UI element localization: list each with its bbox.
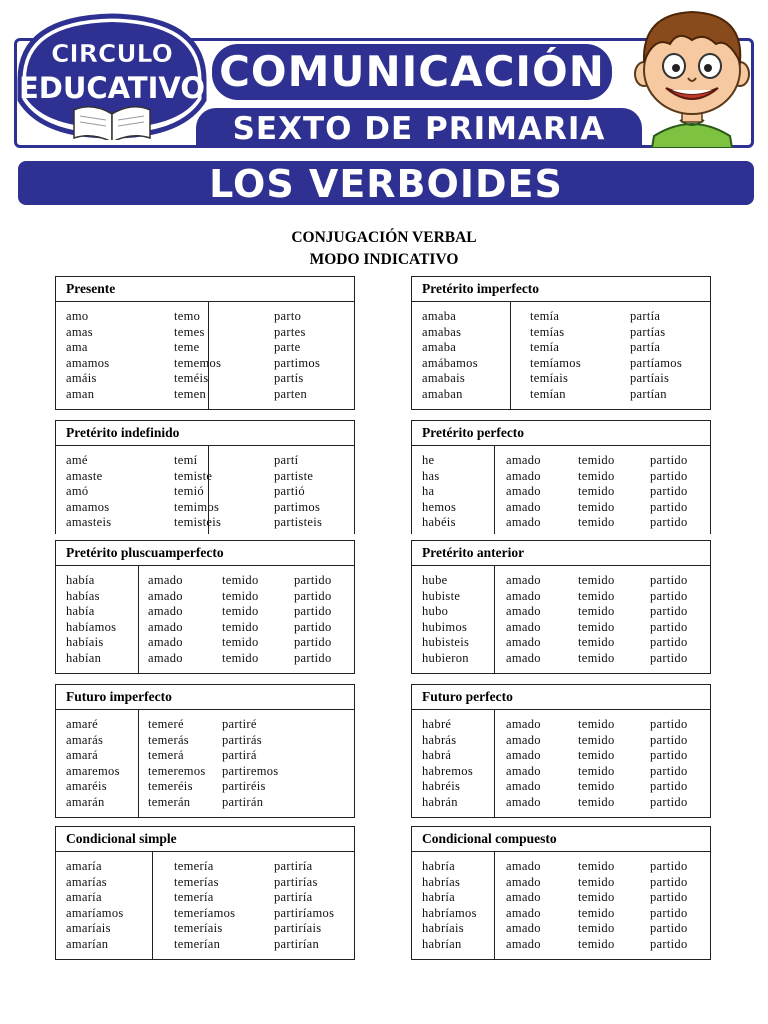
conjugation-form: habríamos	[422, 905, 477, 920]
conjugation-column	[578, 859, 615, 952]
conjugation-form: ha	[422, 484, 435, 498]
conjugation-form: temerían	[174, 936, 221, 951]
conjugation-form: partiremos	[222, 763, 279, 778]
conjugation-form: temes	[174, 324, 205, 339]
conjugation-form: amaríamos	[66, 905, 124, 920]
conjugation-form: habíais	[66, 635, 104, 649]
conjugation-form: temo	[174, 309, 201, 323]
conjugation-column	[650, 453, 688, 531]
conjugation-form: partes	[274, 324, 306, 339]
conjugation-form: amado	[506, 484, 541, 498]
conjugation-form: partía	[630, 309, 661, 323]
tense-table-futuro-perfecto	[411, 684, 711, 818]
tense-table-condicional-compuesto	[411, 826, 711, 960]
conjugation-form: partido	[650, 468, 688, 483]
conjugation-column	[506, 573, 541, 666]
conjugation-form: hubisteis	[422, 635, 470, 649]
conjugation-form: amado	[506, 453, 541, 467]
conjugation-form: has	[422, 468, 440, 483]
conjugation-form: amado	[506, 936, 541, 951]
conjugation-form: partido	[650, 921, 688, 935]
conjugation-form: amado	[148, 635, 183, 649]
conjugation-form: partido	[294, 635, 332, 649]
conjugation-form: amarías	[66, 874, 107, 889]
conjugation-column	[422, 859, 477, 952]
circulo-educativo-logo	[12, 10, 212, 140]
conjugation-column	[650, 859, 688, 952]
conjugation-form: amado	[148, 588, 183, 603]
conjugation-form: temerá	[148, 748, 184, 762]
tense-table-preterito-pluscuamperfecto	[55, 540, 355, 674]
conjugation-form: hubo	[422, 604, 449, 618]
conjugation-form: amado	[148, 619, 183, 634]
conjugation-column	[530, 309, 581, 402]
conjugation-form: temería	[174, 890, 214, 904]
conjugation-form: temido	[578, 921, 615, 935]
conjugation-form: partido	[294, 650, 332, 665]
conjugation-form: partisteis	[274, 515, 323, 529]
conjugation-form: temido	[578, 499, 615, 514]
conjugation-form: partido	[650, 573, 688, 587]
conjugation-form: partido	[650, 732, 688, 747]
conjugation-form: amado	[506, 859, 541, 873]
conjugation-form: amaré	[66, 717, 99, 731]
conjugation-column	[66, 717, 120, 810]
conjugation-form: temido	[578, 573, 615, 587]
conjugation-form: habíamos	[66, 619, 117, 634]
conjugation-form: temido	[578, 588, 615, 603]
tense-title: Pretérito perfecto	[412, 421, 710, 446]
conjugation-form: amaste	[66, 468, 103, 483]
conjugation-form: amado	[506, 874, 541, 889]
conjugation-form: partís	[274, 371, 304, 385]
column-divider	[510, 302, 511, 409]
conjugation-form: hubieron	[422, 650, 469, 665]
conjugation-form: temías	[530, 324, 565, 339]
conjugation-form: amaréis	[66, 779, 107, 793]
conjugation-form: temido	[578, 890, 615, 904]
tense-table-preterito-anterior	[411, 540, 711, 674]
conjugation-column	[578, 573, 615, 666]
conjugation-column	[294, 573, 332, 666]
conjugation-form: temido	[222, 588, 259, 603]
conjugation-form: amado	[506, 499, 541, 514]
conjugation-column	[274, 859, 334, 952]
conjugation-form: temido	[222, 619, 259, 634]
conjugation-form: había	[66, 604, 95, 618]
conjugation-column	[630, 309, 682, 402]
conjugation-form: partiría	[274, 859, 313, 873]
conjugation-form: amado	[506, 763, 541, 778]
conjugation-form: partido	[650, 890, 688, 904]
conjugation-form: partí	[274, 453, 299, 467]
conjugation-column	[578, 717, 615, 810]
conjugation-form: temíais	[530, 371, 569, 385]
conjugation-form: amarás	[66, 732, 104, 747]
conjugation-form: partiste	[274, 468, 314, 483]
tense-table-preterito-imperfecto	[411, 276, 711, 410]
tense-title: Pretérito anterior	[412, 541, 710, 566]
conjugation-form: habrás	[422, 732, 457, 747]
conjugation-form: partido	[650, 905, 688, 920]
conjugation-form: aman	[66, 386, 95, 401]
conjugation-column	[174, 453, 221, 531]
conjugation-form: amado	[506, 468, 541, 483]
conjugation-column	[148, 717, 206, 810]
conjugation-form: amado	[506, 650, 541, 665]
conjugation-column	[174, 309, 221, 402]
conjugation-form: temido	[578, 874, 615, 889]
conjugation-form: amo	[66, 309, 89, 323]
conjugation-form: amado	[506, 779, 541, 793]
conjugation-form: amabais	[422, 371, 466, 385]
conjugation-form: amado	[148, 650, 183, 665]
conjugation-form: amaríais	[66, 921, 111, 935]
conjugation-form: amas	[66, 324, 93, 339]
conjugation-form: temerán	[148, 794, 191, 809]
conjugation-form: partíamos	[630, 355, 682, 370]
conjugation-form: temiste	[174, 468, 213, 483]
conjugation-column	[650, 717, 688, 810]
tense-table-preterito-perfecto	[411, 420, 711, 534]
conjugation-form: amado	[506, 635, 541, 649]
conjugation-form: temido	[578, 779, 615, 793]
conjugation-form: temerás	[148, 732, 189, 747]
conjugation-column	[66, 859, 124, 952]
conjugation-form: temido	[222, 650, 259, 665]
conjugation-form: amaría	[66, 859, 102, 873]
conjugation-column	[422, 309, 478, 402]
conjugation-column	[422, 717, 473, 810]
conjugation-column	[422, 573, 469, 666]
conjugation-form: amaban	[422, 386, 463, 401]
conjugation-form: partirás	[222, 732, 262, 747]
conjugation-form: partido	[650, 515, 688, 529]
conjugation-form: amado	[148, 604, 183, 618]
conjugation-form: partido	[650, 763, 688, 778]
conjugation-form: partido	[650, 453, 688, 467]
conjugation-form: amarían	[66, 936, 109, 951]
tense-title: Pretérito pluscuamperfecto	[56, 541, 354, 566]
grade-banner: SEXTO DE PRIMARIA	[196, 108, 642, 148]
conjugation-form: temió	[174, 484, 204, 498]
conjugation-form: temido	[222, 573, 259, 587]
column-divider	[138, 710, 139, 817]
conjugation-form: partido	[650, 779, 688, 793]
conjugation-form: partido	[650, 499, 688, 514]
conjugation-column	[506, 717, 541, 810]
conjugation-form: temido	[222, 635, 259, 649]
conjugation-form: amaría	[66, 890, 102, 904]
conjugation-form: tememos	[174, 355, 222, 370]
conjugation-form: hubiste	[422, 588, 461, 603]
conjugation-form: temido	[578, 905, 615, 920]
conjugation-column	[274, 453, 322, 531]
conjugation-column	[66, 309, 109, 402]
conjugation-form: habéis	[422, 515, 456, 529]
conjugation-form: partirá	[222, 748, 257, 762]
conjugation-form: partió	[274, 484, 305, 498]
conjugation-form: partiré	[222, 717, 257, 731]
conjugation-form: habrían	[422, 936, 462, 951]
column-divider	[494, 852, 495, 959]
conjugation-form: partido	[650, 859, 688, 873]
conjugation-form: temido	[578, 604, 615, 618]
conjugation-form: temería	[174, 859, 214, 873]
tense-title: Presente	[56, 277, 354, 302]
conjugation-form: partirías	[274, 874, 318, 889]
conjugation-form: temido	[578, 635, 615, 649]
conjugation-form: amado	[506, 921, 541, 935]
conjugation-form: partido	[650, 484, 688, 498]
conjugation-form: partido	[294, 604, 332, 618]
conjugation-form: habremos	[422, 763, 473, 778]
conjugation-form: temían	[530, 386, 566, 401]
conjugation-form: amábamos	[422, 355, 478, 370]
svg-text:EDUCATIVO: EDUCATIVO	[18, 71, 206, 105]
conjugation-form: partimos	[274, 499, 321, 514]
tense-title: Futuro perfecto	[412, 685, 710, 710]
conjugation-form: habrá	[422, 748, 452, 762]
conjugation-form: partías	[630, 324, 666, 339]
conjugation-form: amaba	[422, 340, 457, 354]
conjugation-form: partía	[630, 340, 661, 354]
conjugation-form: amamos	[66, 499, 110, 514]
conjugation-form: amabas	[422, 324, 462, 339]
tense-title: Pretérito imperfecto	[412, 277, 710, 302]
conjugation-form: teme	[174, 340, 200, 354]
conjugation-form: partido	[650, 619, 688, 634]
conjugation-form: parte	[274, 340, 301, 354]
conjugation-form: temisteis	[174, 515, 222, 529]
conjugation-form: temen	[174, 386, 207, 401]
conjugation-column	[422, 453, 456, 531]
column-divider	[152, 852, 153, 959]
conjugation-form: amado	[506, 732, 541, 747]
conjugation-form: habréis	[422, 779, 461, 793]
section-heading-conjugacion: CONJUGACIÓN VERBAL	[291, 229, 477, 246]
conjugation-column	[174, 859, 235, 952]
conjugation-form: temeremos	[148, 763, 206, 778]
tense-table-futuro-imperfecto	[55, 684, 355, 818]
column-divider	[494, 446, 495, 534]
conjugation-form: temido	[222, 604, 259, 618]
conjugation-form: temido	[578, 717, 615, 731]
conjugation-form: amáis	[66, 371, 97, 385]
conjugation-form: habríais	[422, 921, 464, 935]
subject-banner: COMUNICACIÓN	[212, 44, 612, 100]
conjugation-form: habré	[422, 717, 452, 731]
conjugation-form: temido	[578, 748, 615, 762]
conjugation-form: temeríais	[174, 921, 223, 935]
conjugation-form: temido	[578, 453, 615, 467]
conjugation-form: amó	[66, 484, 89, 498]
conjugation-form: partido	[650, 936, 688, 951]
conjugation-form: parten	[274, 386, 308, 401]
tense-title: Futuro imperfecto	[56, 685, 354, 710]
conjugation-form: partiríamos	[274, 905, 335, 920]
conjugation-column	[578, 453, 615, 531]
conjugation-form: amasteis	[66, 515, 112, 529]
conjugation-form: temido	[578, 859, 615, 873]
conjugation-column	[148, 573, 183, 666]
conjugation-form: amarán	[66, 794, 105, 809]
conjugation-form: temíamos	[530, 355, 582, 370]
conjugation-form: amado	[506, 515, 541, 529]
conjugation-form: partido	[650, 717, 688, 731]
conjugation-form: habían	[66, 650, 102, 665]
conjugation-column	[650, 573, 688, 666]
conjugation-form: amado	[506, 717, 541, 731]
conjugation-column	[506, 453, 541, 531]
conjugation-form: partido	[650, 650, 688, 665]
conjugation-form: partíais	[630, 371, 670, 385]
conjugation-form: habrías	[422, 874, 461, 889]
conjugation-form: temido	[578, 936, 615, 951]
conjugation-form: amamos	[66, 355, 110, 370]
conjugation-column	[222, 717, 278, 810]
tense-title: Condicional compuesto	[412, 827, 710, 852]
conjugation-form: teméis	[174, 371, 209, 385]
conjugation-column	[66, 573, 116, 666]
conjugation-form: partido	[650, 604, 688, 618]
conjugation-form: partido	[650, 874, 688, 889]
conjugation-form: temimos	[174, 499, 220, 514]
conjugation-form: partido	[294, 588, 332, 603]
conjugation-form: habrán	[422, 794, 458, 809]
conjugation-form: partido	[650, 748, 688, 762]
svg-text:CIRCULO: CIRCULO	[51, 39, 173, 68]
conjugation-form: temeréis	[148, 779, 193, 793]
conjugation-form: temerías	[174, 874, 219, 889]
conjugation-form: temido	[578, 794, 615, 809]
conjugation-form: partiréis	[222, 779, 266, 793]
conjugation-form: partirían	[274, 936, 320, 951]
conjugation-form: amado	[506, 890, 541, 904]
conjugation-form: temí	[174, 453, 198, 467]
tense-table-preterito-indefinido	[55, 420, 355, 534]
conjugation-column	[222, 573, 259, 666]
conjugation-form: hube	[422, 573, 448, 587]
conjugation-form: parto	[274, 309, 302, 323]
conjugation-form: temía	[530, 309, 560, 323]
conjugation-form: partimos	[274, 355, 321, 370]
conjugation-form: temido	[578, 619, 615, 634]
conjugation-form: amado	[506, 604, 541, 618]
header-banner	[0, 0, 768, 150]
conjugation-column	[506, 859, 541, 952]
conjugation-form: amado	[148, 573, 183, 587]
conjugation-form: partido	[294, 573, 332, 587]
conjugation-column	[66, 453, 111, 531]
conjugation-form: temido	[578, 650, 615, 665]
conjugation-form: hubimos	[422, 619, 468, 634]
conjugation-form: había	[66, 573, 95, 587]
conjugation-form: partiríais	[274, 921, 322, 935]
conjugation-form: temeré	[148, 717, 184, 731]
page-title: LOS VERBOIDES	[18, 161, 754, 205]
tense-title: Condicional simple	[56, 827, 354, 852]
conjugation-form: temeríamos	[174, 905, 236, 920]
conjugation-form: amado	[506, 573, 541, 587]
conjugation-form: amado	[506, 748, 541, 762]
conjugation-form: partirán	[222, 794, 264, 809]
conjugation-form: amaremos	[66, 763, 120, 778]
conjugation-form: amará	[66, 748, 99, 762]
column-divider	[494, 710, 495, 817]
column-divider	[494, 566, 495, 673]
column-divider	[138, 566, 139, 673]
conjugation-form: habría	[422, 859, 456, 873]
conjugation-form: amado	[506, 794, 541, 809]
conjugation-form: amé	[66, 453, 88, 467]
section-heading-modo: MODO INDICATIVO	[309, 251, 459, 268]
boy-mascot-illustration	[632, 4, 752, 148]
conjugation-form: temido	[578, 484, 615, 498]
conjugation-form: partían	[630, 386, 667, 401]
conjugation-form: partiría	[274, 890, 313, 904]
conjugation-form: he	[422, 453, 435, 467]
conjugation-form: ama	[66, 340, 88, 354]
conjugation-form: habías	[66, 588, 100, 603]
conjugation-form: partido	[294, 619, 332, 634]
conjugation-form: temido	[578, 468, 615, 483]
conjugation-form: partido	[650, 635, 688, 649]
conjugation-form: amado	[506, 619, 541, 634]
conjugation-form: temido	[578, 732, 615, 747]
conjugation-form: temía	[530, 340, 560, 354]
tense-title: Pretérito indefinido	[56, 421, 354, 446]
conjugation-form: hemos	[422, 499, 457, 514]
conjugation-form: temido	[578, 515, 615, 529]
tense-table-condicional-simple	[55, 826, 355, 960]
conjugation-form: amado	[506, 905, 541, 920]
tense-table-presente	[55, 276, 355, 410]
conjugation-form: partido	[650, 588, 688, 603]
conjugation-form: habría	[422, 890, 456, 904]
conjugation-form: partido	[650, 794, 688, 809]
conjugation-form: amado	[506, 588, 541, 603]
conjugation-form: temido	[578, 763, 615, 778]
conjugation-column	[274, 309, 320, 402]
conjugation-form: amaba	[422, 309, 457, 323]
